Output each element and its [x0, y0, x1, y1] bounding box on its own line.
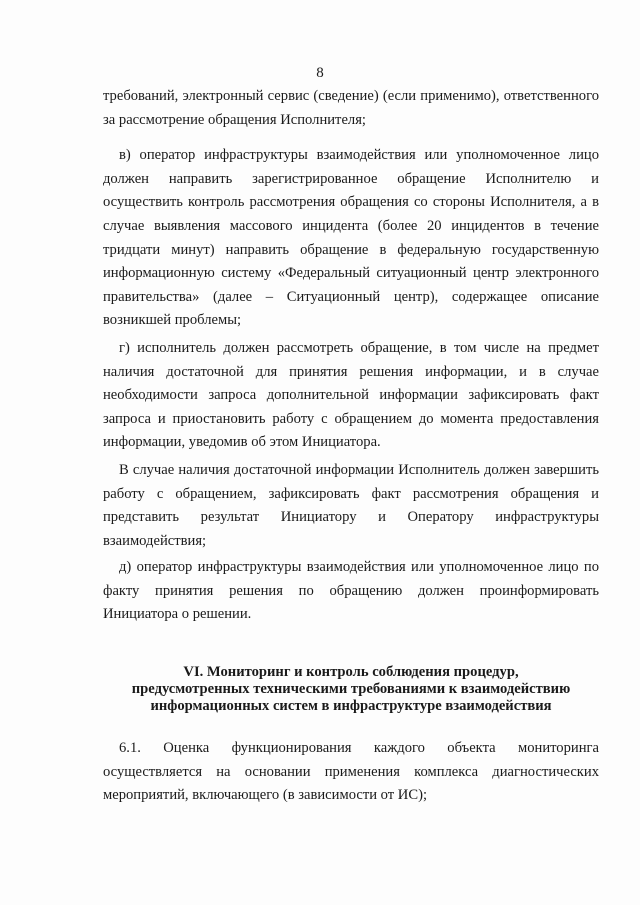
paragraph-item-d: д) оператор инфраструктуры взаимодействия или уполномоченное лицо по факту принятия решения по обращению должен проинформировать Инициатора о решении. [103, 559, 599, 623]
paragraph-item-v: в) оператор инфраструктуры взаимодействия или уполномоченное лицо должен направить зарегистрированное обращение Исполнителю и осуществить контроль рассмотрения обращения со стороны Исполнителя, а в случае выявления массового инцидента (более 20 инцидентов в течение тридцати минут) направить обращение в федеральную государственную информационную систему «Федеральный ситуационный центр электронного правительства» (далее – Ситуационный центр), содержащее описание возникшей проблемы; [103, 147, 599, 329]
section-heading-line-1: VI. Мониторинг и контроль соблюдения процедур, [183, 664, 519, 681]
document-body [103, 85, 599, 808]
section-heading-line-2: предусмотренных техническими требованиями к взаимодействию [131, 681, 571, 698]
section-heading [103, 664, 599, 715]
clause-6-1: 6.1. Оценка функционирования каждого объекта мониторинга осуществляется на основании применения комплекса диагностических мероприятий, включающего (в зависимости от ИС); [103, 740, 599, 804]
paragraph-item-g: г) исполнитель должен рассмотреть обращение, в том числе на предмет наличия достаточной для принятия решения информации, и в случае необходимости запроса дополнительной информации зафиксировать факт запроса и приостановить работу с обращением до момента предоставления информации, уведомив об этом Инициатора. [103, 339, 599, 451]
section-heading-line-3: информационных систем в инфраструктуре взаимодействия [150, 698, 552, 715]
paragraph-requirements-continuation: требований, электронный сервис (сведение) (если применимо), ответственного за рассмотрение обращения Исполнителя; [103, 88, 599, 128]
paragraph-sufficient-information: В случае наличия достаточной информации Исполнитель должен завершить работу с обращением, зафиксировать факт рассмотрения обращения и представить результат Инициатору и Оператору инфраструктуры взаимодействия; [103, 461, 599, 549]
page-number: 8 [316, 65, 324, 81]
